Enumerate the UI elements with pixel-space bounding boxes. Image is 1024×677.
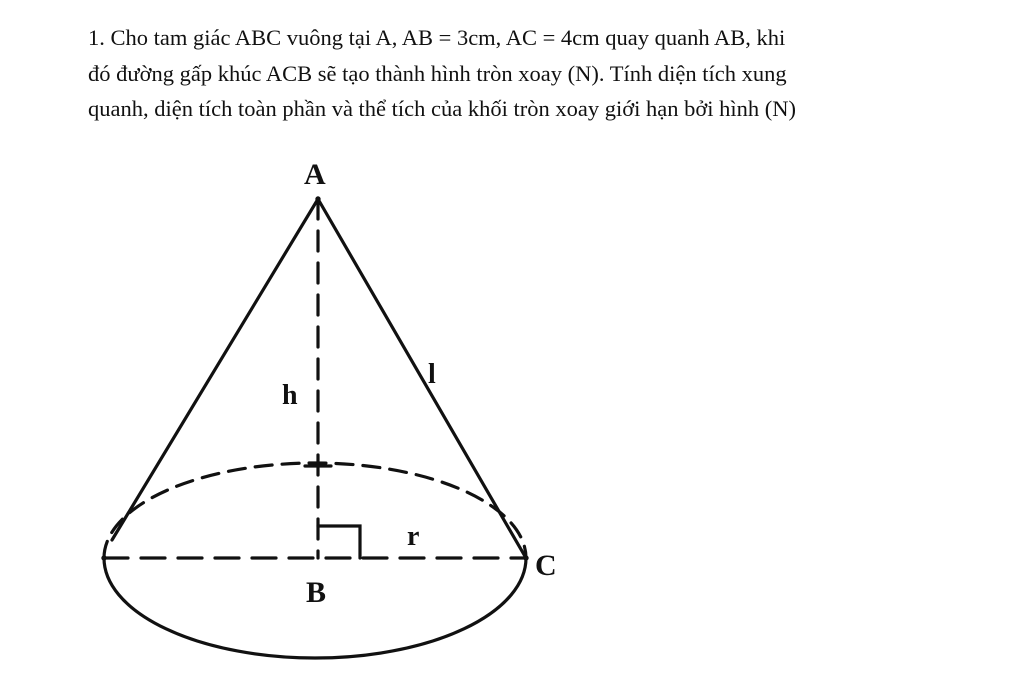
label-a: A [304, 158, 326, 191]
cone-left-side [112, 199, 318, 540]
right-angle-mark [318, 526, 360, 558]
label-c: C [535, 549, 557, 582]
problem-line-1: 1. Cho tam giác ABC vuông tại A, AB = 3cm, AC = 4cm quay quanh AB, khi [88, 25, 786, 50]
base-ellipse-back [104, 463, 526, 558]
label-r: r [407, 521, 420, 552]
problem-line-2: đó đường gấp khúc ACB sẽ tạo thành hình tròn xoay (N). Tính diện tích xung [88, 60, 787, 86]
label-h: h [282, 380, 298, 411]
label-b: B [306, 576, 327, 609]
label-l: l [428, 359, 436, 390]
cone-slant-side-ac [318, 199, 526, 558]
problem-line-3: quanh, diện tích toàn phần và thể tích của khối tròn xoay giới hạn bởi hình (N) [88, 96, 797, 121]
